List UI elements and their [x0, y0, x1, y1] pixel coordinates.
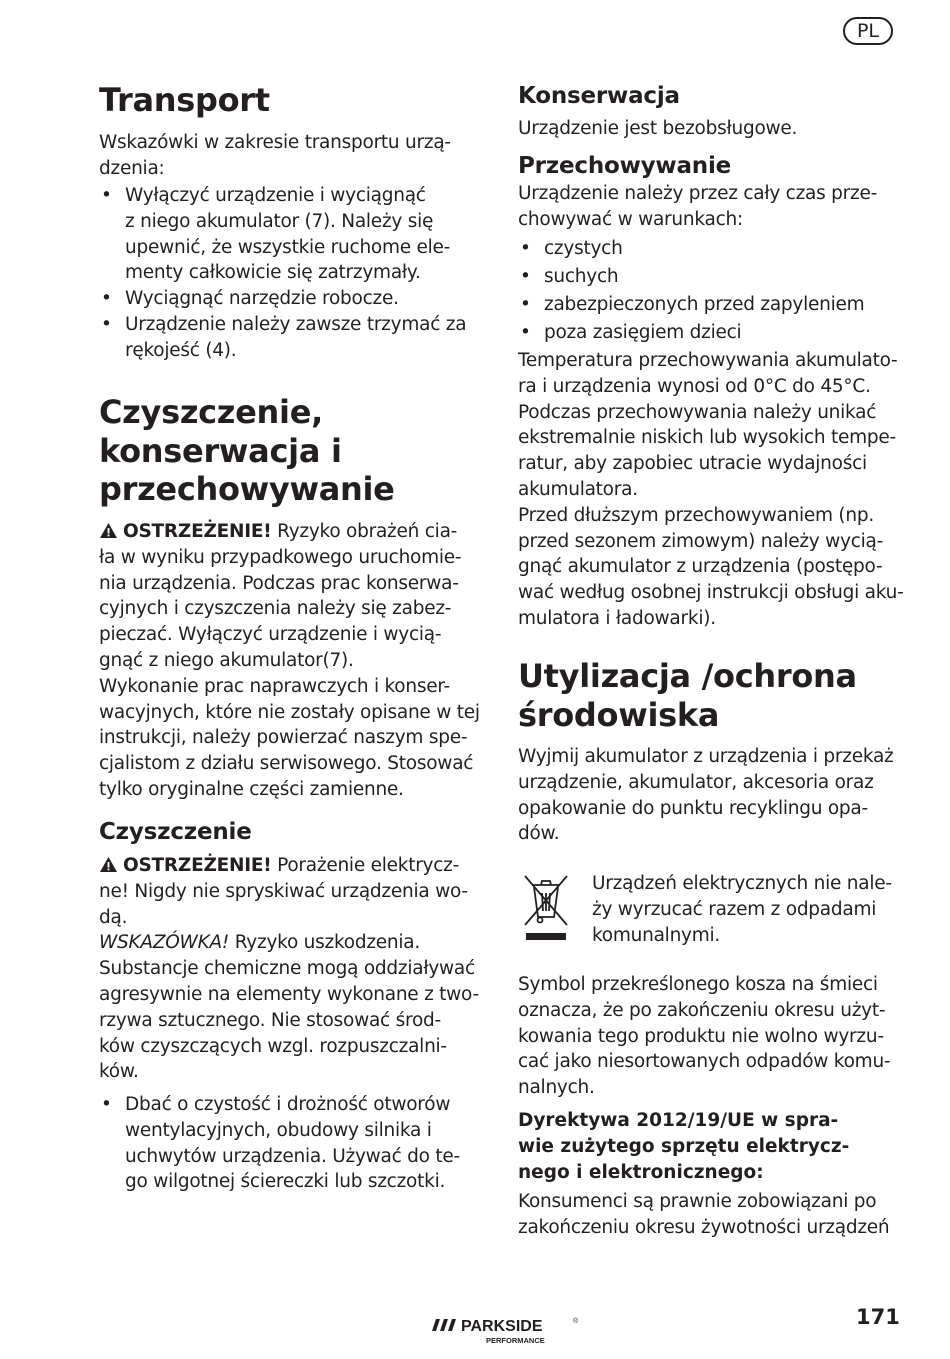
transport-heading: Transport	[99, 81, 270, 119]
text-line: menty całkowicie się zatrzymały.	[125, 262, 421, 284]
heading-line: środowiska	[518, 695, 720, 734]
text-line: kowania tego produktu nie wolno wyrzu-	[518, 1025, 884, 1047]
heading-line: konserwacja i	[99, 431, 342, 470]
text-line: wentylacyjnych, obudowy silnika i	[125, 1119, 432, 1141]
text-line: gnąć akumulator z urządzenia (postępo-	[518, 556, 883, 578]
text-line: agresywnie na elementy wykonane z two-	[99, 983, 479, 1005]
cleaning-text	[99, 853, 479, 1085]
text-line: cyjnych i czyszczenia należy się zabez-	[99, 598, 452, 620]
crossed-out-wheelie-bin-icon	[522, 873, 570, 943]
warning-label: OSTRZEŻENIE!	[123, 855, 272, 876]
cleaning-heading: Czyszczenie	[99, 819, 252, 845]
text-line: cać jako niesortowanych odpadów komu-	[518, 1051, 891, 1073]
text-line: tylko oryginalne części zamienne.	[99, 778, 404, 800]
heading-line: Utylizacja /ochrona	[518, 657, 857, 695]
text-line: Wyciągnąć narzędzie robocze.	[125, 288, 399, 310]
storage-intro	[518, 181, 877, 233]
text-line: wacyjnych, które nie zostały opisane w tej	[99, 701, 480, 723]
text-line: Urządzenie należy przez cały czas prze-	[518, 183, 878, 204]
text-line: Wskazówki w zakresie transportu urzą-	[99, 132, 451, 153]
text-line: Symbol przekreślonego kosza na śmieci	[518, 974, 878, 995]
bullet-item	[518, 236, 864, 264]
warning-text: Porażenie elektrycz-	[271, 855, 460, 876]
disposal-symbol-text	[518, 972, 890, 1101]
transport-bullet-list	[99, 183, 466, 364]
storage-temperature-text	[518, 348, 904, 632]
text-line: wie zużytego sprzętu elektrycz-	[518, 1135, 850, 1157]
weee-text	[592, 871, 892, 948]
maintenance-heading: Konserwacja	[518, 83, 680, 109]
language-badge	[843, 17, 893, 45]
text-line: Substancje chemiczne mogą oddziaływać	[99, 958, 475, 980]
text-line: rzywa sztucznego. Nie stosować środ-	[99, 1009, 441, 1031]
text-line: go wilgotnej ściereczki lub szczotki.	[125, 1171, 446, 1193]
bullet-marker: •	[520, 266, 531, 287]
text-line: rękojeść (4).	[125, 339, 237, 361]
text-line: ratur, aby zapobiec utracie wydajności	[518, 453, 867, 475]
text-line: zakończeniu okresu żywotności urządzeń	[518, 1216, 890, 1238]
disposal-heading	[518, 657, 857, 734]
text-line: nia urządzenia. Podczas prac konserwa-	[99, 572, 459, 594]
text-line: nego i elektronicznego:	[518, 1161, 764, 1183]
page-number: 171	[856, 1305, 900, 1329]
bullet-marker: •	[520, 322, 531, 343]
bullet-marker: •	[101, 288, 112, 310]
text-line	[99, 930, 479, 956]
warning-label: OSTRZEŻENIE!	[123, 521, 272, 542]
warning-triangle-icon	[99, 856, 118, 873]
storage-bullet-list	[518, 236, 864, 348]
text-line: gnąć z niego akumulator(7).	[99, 649, 354, 671]
text-line: Temperatura przechowywania akumulato-	[518, 350, 898, 371]
text-line: Podczas przechowywania należy unikać	[518, 401, 877, 423]
bullet-marker: •	[101, 185, 112, 206]
cleaning-bullet-list	[99, 1092, 460, 1195]
text-line: urządzenie, akumulator, akcesoria oraz	[518, 771, 874, 793]
text-line: nalnych.	[518, 1077, 595, 1099]
bullet-marker: •	[101, 1094, 112, 1115]
text-line: wać według osobnej instrukcji obsługi aku-	[518, 582, 904, 604]
text-line: cjalistom z działu serwisowego. Stosować	[99, 753, 474, 775]
text-line: opakowanie do punktu recyklingu opa-	[518, 797, 868, 819]
text-line: chowywać w warunkach:	[518, 208, 743, 230]
text-line: pieczać. Wyłączyć urządzenie i wycią-	[99, 624, 442, 646]
directive-heading	[518, 1108, 849, 1185]
text-line: ży wyrzucać razem z odpadami	[592, 898, 877, 920]
text-line: Urządzenie jest bezobsługowe.	[518, 118, 798, 139]
text-line: upewnić, że wszystkie ruchome ele-	[125, 236, 451, 258]
heading-line: przechowywanie	[99, 470, 395, 508]
maintenance-text	[518, 116, 797, 142]
warning-text: Ryzyko obrażeń cia-	[271, 521, 458, 542]
text-line: mulatora i ładowarki).	[518, 607, 716, 629]
brand-logo-graphic	[430, 1315, 580, 1349]
registered-mark: ®	[573, 1318, 579, 1325]
text-line: Urządzeń elektrycznych nie nale-	[592, 873, 892, 894]
hint-text: Ryzyko uszkodzenia.	[229, 932, 421, 954]
bullet-text: zabezpieczonych przed zapyleniem	[544, 294, 865, 315]
bullet-item	[518, 320, 864, 348]
text-line: Wyłączyć urządzenie i wyciągnąć	[125, 185, 426, 206]
text-line: ne! Nigdy nie spryskiwać urządzenia wo-	[99, 880, 468, 902]
text-line: Wykonanie prac naprawczych i konser-	[99, 675, 450, 697]
text-line: ków.	[99, 1061, 139, 1083]
brand-name: PARKSIDE	[461, 1318, 543, 1335]
text-line: Dbać o czystość i drożność otworów	[125, 1094, 451, 1115]
text-line: dzenia:	[99, 157, 165, 179]
text-line: Konsumenci są prawnie zobowiązani po	[518, 1191, 877, 1212]
bullet-item	[99, 312, 466, 364]
brand-subline: PERFORMANCE	[486, 1336, 545, 1345]
text-line: akumulatora.	[518, 478, 638, 500]
text-line: oznacza, że po zakończeniu okresu użyt-	[518, 999, 886, 1021]
text-line: ków czyszczących wzgl. rozpuszczalni-	[99, 1035, 447, 1057]
bullet-item	[518, 292, 864, 320]
language-code: PL	[856, 20, 880, 42]
bullet-text: suchych	[544, 266, 619, 287]
text-line	[99, 519, 480, 545]
text-line: komunalnymi.	[592, 924, 721, 946]
directive-text	[518, 1189, 889, 1241]
text-line: dą.	[99, 906, 128, 928]
bullet-text: czystych	[544, 238, 623, 259]
text-line: Przed dłuższym przechowywaniem (np.	[518, 504, 874, 526]
text-line: ła w wyniku przypadkowego uruchomie-	[99, 546, 462, 568]
brand-logo	[430, 1315, 580, 1353]
bullet-text: poza zasięgiem dzieci	[544, 322, 742, 343]
bullet-marker: •	[520, 238, 531, 259]
text-line: Urządzenie należy zawsze trzymać za	[125, 313, 467, 335]
text-line: uchwytów urządzenia. Używać do te-	[125, 1145, 460, 1167]
bullet-item	[99, 286, 466, 312]
bullet-marker: •	[520, 294, 531, 315]
bullet-item	[99, 1092, 460, 1195]
text-line: przed sezonem zimowym) należy wycią-	[518, 530, 884, 552]
text-line: ekstremalnie niskich lub wysokich tempe-	[518, 427, 896, 449]
text-line: Wyjmij akumulator z urządzenia i przekaż	[518, 746, 894, 767]
text-line: z niego akumulator (7). Należy się	[125, 210, 434, 232]
transport-intro	[99, 130, 451, 182]
disposal-intro	[518, 744, 894, 847]
storage-heading: Przechowywanie	[518, 153, 732, 179]
cleaning-section-warning	[99, 519, 480, 803]
text-line	[99, 853, 479, 879]
text-line: ra i urządzenia wynosi od 0°C do 45°C.	[518, 375, 871, 397]
text-line: dów.	[518, 823, 560, 845]
heading-line: Czyszczenie,	[99, 393, 323, 431]
warning-triangle-icon	[99, 522, 118, 539]
bullet-item	[518, 264, 864, 292]
bullet-marker: •	[101, 313, 112, 335]
text-line: Dyrektywa 2012/19/UE w spra-	[518, 1110, 839, 1131]
bullet-item	[99, 183, 466, 286]
text-line: instrukcji, należy powierzać naszym spe-	[99, 727, 468, 749]
hint-label: WSKAZÓWKA!	[99, 932, 230, 954]
cleaning-section-heading	[99, 393, 395, 509]
